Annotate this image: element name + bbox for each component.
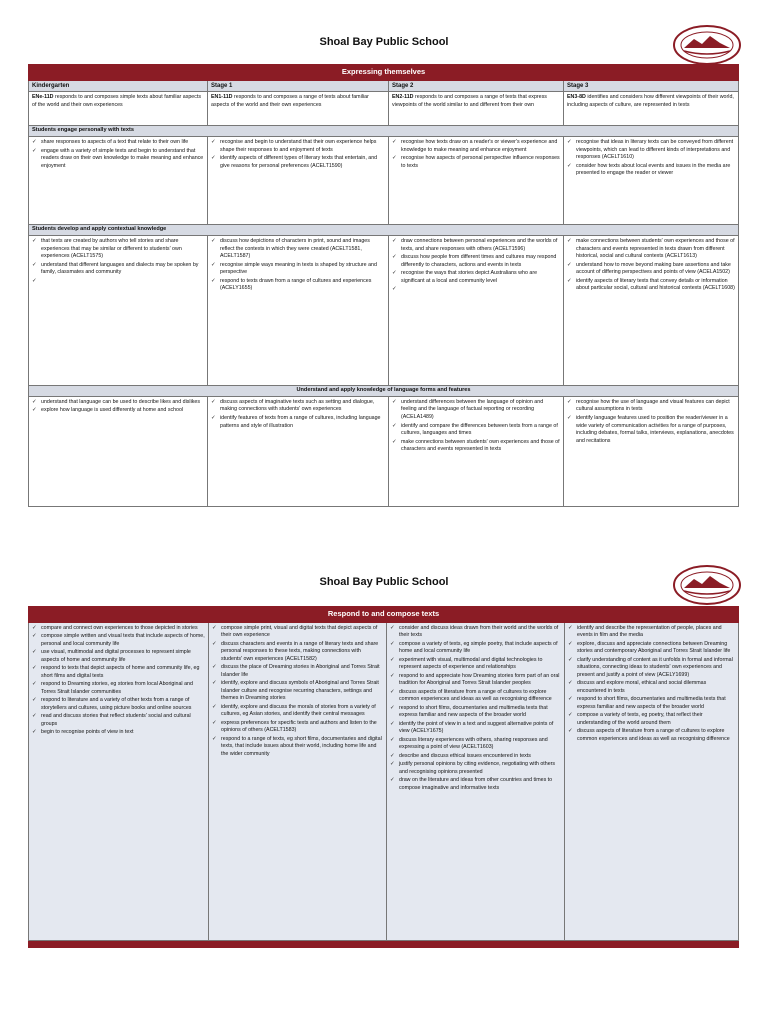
list-item: ✓ begin to recognise points of view in text [32,729,205,737]
engage-stage-1 [208,137,389,225]
list-item: ✓ discuss aspects of literature from a range of cultures to explore common experiences and ideas as well as recognising difference [568,728,735,743]
list-item: ✓ recognise the ways that stories depict Australians who are significant at a local and community level [392,270,560,285]
outcome-stage-2: EN2-11D responds to and composes a range of texts that express viewpoints of the world similar to and different from their own [389,92,564,126]
language-kindergarten [29,396,208,506]
outcome-stage-1: EN1-11D responds to and composes a range of texts about familiar aspects of the world and their own experiences [208,92,389,126]
engage-stage-2 [389,137,564,225]
list-item: ✓ understand how to move beyond making bare assertions and take account of differing perspectives and points of view (ACELA1502) [567,262,735,277]
list-item: ✓ discuss how depictions of characters in print, sound and images reflect the contexts in which they were created (ACELT1581, ACELT1587) [211,238,385,261]
list-item: ✓ respond to texts that depict aspects of home and community life, eg short films and digital texts [32,665,205,680]
outcome-stage-3: EN3-8D identifies and considers how different viewpoints of their world, including aspects of culture, are represented in texts [564,92,739,126]
school-crest-logo [672,564,742,606]
list-item: ✓ compare and connect own experiences to those depicted in stories [32,625,205,633]
list-item: ✓ recognise how the use of language and visual features can depict cultural assumptions in texts [567,399,735,414]
contextual-kindergarten [29,236,208,386]
list-item: ✓ understand that language can be used to describe likes and dislikes [32,399,204,407]
list-item: ✓ recognise that ideas in literary texts can be conveyed from different viewpoints, which can lead to different kinds of interpretations and responses (ACELT1610) [567,139,735,162]
language-stage-3 [564,396,739,506]
list-item: ✓ discuss the place of Dreaming stories in Aboriginal and Torres Strait Islander life [212,664,383,679]
list-item: ✓ explore how language is used differently at home and school [32,407,204,415]
stage-header-stage-2: Stage 2 [389,80,564,92]
page-1-header [0,22,768,62]
school-title: Shoal Bay Public School [319,576,449,588]
list-item: ✓ discuss aspects of imaginative texts such as setting and dialogue, making connections with students' own experiences [211,399,385,414]
list-item: ✓ use visual, multimodal and digital processes to represent simple aspects of home and community life [32,649,205,664]
engage-kindergarten [29,137,208,225]
list-item: ✓ identify features of texts from a range of cultures, including language patterns and style of illustration [211,415,385,430]
list-item: ✓ compose simple written and visual texts that include aspects of home, personal and local community life [32,633,205,648]
list-item: ✓ respond to texts drawn from a range of cultures and experiences (ACELY1655) [211,278,385,293]
list-item: ✓ respond to Dreaming stories, eg stories from local Aboriginal and Torres Strait Islander communities [32,681,205,696]
page-2-header [0,562,768,602]
list-item: ✓ identify and describe the representation of people, places and events in film and the media [568,625,735,640]
list-item: ✓ express preferences for specific texts and authors and listen to the opinions of others (ACELT1583) [212,720,383,735]
list-item: ✓ explore, discuss and appreciate connections between Dreaming stories and contemporary Aboriginal and Torres Strait Islander life [568,641,735,656]
stage-header-kindergarten: Kindergarten [29,80,208,92]
list-item: ✓ recognise and begin to understand that their own experience helps shape their responses to and enjoyment of texts [211,139,385,154]
contextual-stage-2 [389,236,564,386]
list-item: ✓ recognise how texts draw on a reader's or viewer's experience and knowledge to make meaning and enhance enjoyment [392,139,560,154]
list-item: ✓ recognise how aspects of personal perspective influence responses to texts [392,155,560,170]
stage-header-stage-1: Stage 1 [208,80,389,92]
list-item: ✓ draw connections between personal experiences and the worlds of texts, and share responses with others (ACELT1596) [392,238,560,253]
list-item: ✓ respond to a range of texts, eg short films, documentaries and digital texts, that include issues about their world, including home life and the wider community [212,736,383,759]
list-item: ✓ engage with a variety of simple texts and begin to understand that readers draw on their own knowledge to make meaning and enhance enjoyment [32,148,204,171]
banner-respond-compose: Respond to and compose texts [29,607,739,623]
list-item: ✓ understand differences between the language of opinion and feeling and the language of factual reporting or recording (ACELA1489) [392,399,560,422]
banner-expressing-themselves: Expressing themselves [29,65,739,81]
list-item: ✓ identify, explore and discuss symbols of Aboriginal and Torres Strait Islander culture and recognise recurring characters, settings and themes in Dreaming stories [212,680,383,703]
list-item: ✓ consider how texts about local events and issues in the media are presented to engage the reader or viewer [567,163,735,178]
list-item: ✓ that texts are created by authors who tell stories and share experiences that may be similar or different to students' own experiences (ACELT1575) [32,238,204,261]
stage-header-stage-3: Stage 3 [564,80,739,92]
list-item: ✓ clarify understanding of content as it unfolds in formal and informal situations, connecting ideas to students' own experiences and present and justify a point of view (ACELY1699) [568,657,735,680]
list-item: ✓ identify the point of view in a text and suggest alternative points of view (ACELY1675) [390,721,561,736]
list-item: ✓ share responses to aspects of a text that relate to their own life [32,139,204,147]
list-item: ✓ respond to short films, documentaries and multimedia texts that express familiar and new aspects of the broader world [568,696,735,711]
list-item: ✓ compose a variety of texts, eg simple poetry, that include aspects of home and local community life [390,641,561,656]
list-item: ✓ consider and discuss ideas drawn from their world and the worlds of their texts [390,625,561,640]
list-item: ✓ discuss characters and events in a range of literary texts and share personal responses to these texts, making connections with students' own experiences (ACELT1582) [212,641,383,664]
list-item: ✓ compose simple print, visual and digital texts that depict aspects of their own experience [212,625,383,640]
list-item: ✓ identify, explore and discuss the morals of stories from a variety of cultures, eg Asian stories, and identify their central messages [212,704,383,719]
language-stage-2 [389,396,564,506]
engage-stage-3 [564,137,739,225]
table-footer-bar [29,940,739,947]
list-item: ✓ understand that different languages and dialects may be spoken by family, classmates and community [32,262,204,277]
list-item: ✓ make connections between students' own experiences and those of characters and events represented in texts [392,439,560,454]
list-item: ✓ respond to short films, documentaries and multimedia texts that express familiar and new aspects of the broader world [390,705,561,720]
list-item: ✓ compose a variety of texts, eg poetry, that reflect their understanding of the world around them [568,712,735,727]
list-item: ✓ discuss how people from different times and cultures may respond differently to characters, actions and events in texts [392,254,560,269]
respond-kindergarten [29,622,209,940]
contextual-stage-1 [208,236,389,386]
language-stage-1 [208,396,389,506]
list-item: ✓ recognise simple ways meaning in texts is shaped by structure and perspective [211,262,385,277]
section-heading-engage: Students engage personally with texts [29,126,739,137]
list-item: ✓ identify aspects of literary texts that convey details or information about particular social, cultural and historical contexts (ACELT1608) [567,278,735,293]
list-item: ✓ discuss literary experiences with others, sharing responses and expressing a point of view (ACELT1603) [390,737,561,752]
list-item: ✓ describe and discuss ethical issues encountered in texts [390,753,561,761]
contextual-stage-3 [564,236,739,386]
respond-stage-1 [209,622,387,940]
respond-stage-2 [387,622,565,940]
list-item: ✓ discuss aspects of literature from a range of cultures to explore common experiences and ideas as well as recognising difference [390,689,561,704]
school-crest-logo [672,24,742,66]
list-item: ✓ justify personal opinions by citing evidence, negotiating with others and recognising opinions presented [390,761,561,776]
page-2-table [28,606,739,948]
list-item: ✓ discuss and explore moral, ethical and social dilemmas encountered in texts [568,680,735,695]
page-1-table [28,64,739,507]
list-item: ✓ draw on the literature and ideas from other countries and times to compose imaginative and informative texts [390,777,561,792]
school-title: Shoal Bay Public School [319,36,449,48]
list-item: ✓ identify aspects of different types of literary texts that entertain, and give reasons for personal preferences (ACELT1590) [211,155,385,170]
list-item: ✓ identify and compare the differences between texts from a range of cultures, languages and times [392,423,560,438]
list-item: ✓ experiment with visual, multimodal and digital technologies to represent aspects of experience and relationships [390,657,561,672]
list-item: ✓ read and discuss stories that reflect students' social and cultural groups [32,713,205,728]
list-item: ✓ make connections between students' own experiences and those of characters and events represented in texts drawn from different historical, social and cultural contexts (ACELT1613) [567,238,735,261]
section-heading-contextual: Students develop and apply contextual knowledge [29,225,739,236]
outcome-kindergarten: ENe-11D responds to and composes simple texts about familiar aspects of the world and their own experiences [29,92,208,126]
respond-stage-3 [565,622,739,940]
list-item: ✓ respond to and appreciate how Dreaming stories form part of an oral tradition for Aboriginal and Torres Strait Islander peoples [390,673,561,688]
list-item: ✓ identify language features used to position the reader/viewer in a wide variety of communication activities for a range of purposes, including debates, formal talks, interviews, explanations, anecdotes and recitations [567,415,735,445]
list-item: ✓ respond to literature and a variety of other texts from a range of storytellers and cultures, using picture books and online sources [32,697,205,712]
section-heading-language: Understand and apply knowledge of language forms and features [29,386,739,397]
